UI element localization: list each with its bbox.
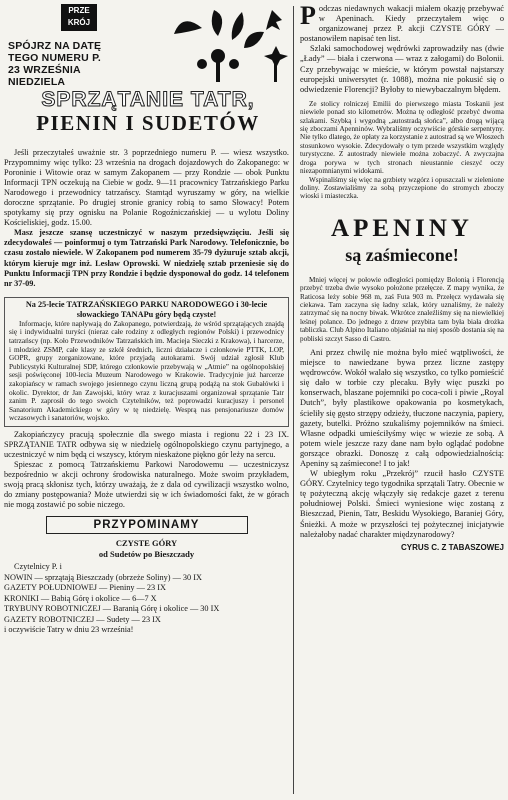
date-kicker: SPÓJRZ NA DATĘ TEGO NUMERU P. 23 WRZEŚNIA NIEDZIELA bbox=[8, 40, 102, 88]
info-box-text: Informacje, które napływają do Zakopanego, potwierdzają, że wśród sprzątających znajdą się i indywidualni turyści (nieraz całe rodziny z odległych regionów Polski) i przewodnicy tatrzańscy (np. Koło Przewodników Tatrzańskich im. Macieja Sieczki z Krakowa), i harcerze, i młodzież ZSMP, całe klasy ze szkół średnich, liczni działacze i członkowie PTTK, LOP, GOPR, grupy zorganizowane, które przyjadą autokarami. Swój udział zgłosił Klub Publicystyki Kulturalnej SDP, którego członkowie przebywają w „Atmie” na ogólnopolskiej sesji poświęconej 100-lecia Muzeum Narodowego w Krakowie. Tradycyjnie już harcerze zakopiańscy w ramach swojego jesiennego czynu liczną grupą podążą na stok Gubałówki i okolic. Dyrektor, dr Jan Zawojski, który wraz z kuracjuszami organizował sprzątanie Tatr zanim P. zaprosił do tego swoich Czytelników, też poprowadzi kuracjuszy i personel Sanatorium Akademickiego w góry w tę niedzielę. Wesprą nas pensjonariusze domów wczasowych i sanatoriów, wojsko. bbox=[9, 319, 284, 423]
edelweiss-icon bbox=[264, 46, 288, 82]
info-box bbox=[4, 297, 289, 427]
left-column bbox=[4, 4, 289, 636]
list-item: TRYBUNY ROBOTNICZEJ — Baranią Górę i okolice — 30 IX bbox=[4, 604, 220, 614]
letter-intro bbox=[300, 1, 504, 44]
right-small-1: Ze stolicy rolniczej Emilii do pierwszego miasta Toskanii jest niewiele ponad sto kilometrów. Można tę odległość przebyć dwoma szlakami. Szybką i wygodną „autostradą słońca”, albo drogą wijącą się zboczami Apenninów. Wybraliśmy oczywiście górskie serpentyny. Nie tylko dlatego, że opłaty za korzystanie z autostrad są we Włoszech stosunkowo wysokie. Zdecydowały o tym przede wszystkim względy turystyczne. Z autostrady niewiele można zobaczyć. A zwyczajna droga porywa w tych stronach nieustannie cieszyć oczy niezapomnianymi widokami. bbox=[300, 99, 504, 176]
column-divider bbox=[293, 6, 294, 794]
right-paragraph-3: Ani przez chwilę nie można było mieć wątpliwości, że miejsce to nawiedzane bywa przez liczne zastępy wędrowców. Wokół walało się wszystko, co tylko pomieścić się dało w torbie czy plecaku. Były więc puszki po konserwach, blaszane pojemniki po coca-coli i piwie „Royal Dutch”, były plastikowe opakowania po kosmetykach, ścieliły się gęsto strzępy odzieży, tłuczone naczynia, papiery, gazety, butelki. Próżno szukaliśmy pojemników na śmieci. Własne odpadki umieściłyśmy więc w wiezie ze sobą. A potem wiele jeszcze razy dane nam było oglądać podobne gorszące obrazki. Donoszę z całą odpowiedzialnością: Apeniny są zaśmiecone! I to jak! bbox=[300, 347, 504, 468]
bird-icon bbox=[266, 10, 282, 30]
info-box-heading: Na 25-lecie TATRZAŃSKIEGO PARKU NARODOWEGO i 30-lecie słowackiego TANAPu góry będą czyste! bbox=[25, 299, 268, 319]
drop-cap: P bbox=[300, 1, 316, 30]
przypominamy-subtitle bbox=[4, 538, 289, 560]
letter-intro-text: odczas niedawnych wakacji miałem okazję przebywać w Apeninach. Kiedy przeczytałem więc o organizowanej przez P. akcji CZYSTE GÓRY — postanowiłem napisać ten list. bbox=[300, 4, 504, 44]
headline-line2: PIENIN I SUDETÓW bbox=[36, 111, 260, 135]
article-header bbox=[4, 4, 289, 135]
przekroj-logo: PRZE KRÓJ bbox=[61, 4, 97, 31]
apeniny-subtitle: są zaśmiecone! bbox=[345, 244, 459, 265]
right-paragraph-2: Szlaki samochodowej wędrówki zaprowadziły nas (dwie „Łady” — biała i czerwona — wraz z załogami) do Bolonii. Czy przebywając w mieście, w którym powstał najstarszy europejski uniwersytet (r. 1088), można nie pokusić się o odwiedzenie Florencji? Byłoby to niewybaczalnym błędem. bbox=[300, 44, 504, 94]
right-small-2: Wspinaliśmy się więc na grzbiety wzgórz i opuszczali w zielenione doliny. Zostawialiśmy za sobą przyczepione do stromych zboczy wioski i miasteczka. bbox=[300, 175, 504, 201]
przypominamy-list bbox=[4, 562, 289, 636]
right-small-3: Mniej więcej w połowie odległości pomiędzy Bolonią i Florencją przebyć trzeba dwie wysoko położone przełęcze. Z mapy wynika, że Raticosa leży sobie 968 m, zaś Futa 903 m. Przełęcz wydawała się ciekawa. Tam zaczyna się ładny szlak, który uznaliśmy, że należy zatrzymać się na nocny biwak. Wkrótce znaleźliśmy się na niewielkiej leśnej polance. Do jednego z drzew przybita tam była biała drożka tabliczka. Club Alpino Italiano objaśniał na niej sposób dostania się na pobliski szczyt Sasso di Castro. bbox=[300, 275, 504, 343]
left-paragraph-2: Masz jeszcze szansę uczestniczyć w naszym przedsięwzięciu. Jeśli się zdecydowałeś — poinformuj o tym Tatrzański Park Narodowy. Telefonicznie, bo czasu zostało niewiele. W Zakopanem pod numerem 35-79 dyżuruje sztab akcji, którym kieruje mgr inż. Lesław Oprowski. W niedzielę sztab przeniesie się do Punktu Informacji TPN przy Rondzie i będzie dysponował do godz. 14 telefonem nr 37-09. bbox=[4, 228, 289, 288]
left-paragraph-4: Spieszac z pomocą Tatrzańskiemu Parkowi Narodowemu — uczestniczysz bezpośrednio w akcji ochrony środowiska naturalnego. Może swoim przykładem, swoją pracą skłonisz tych, którzy uważają, że z dala od cywilizacji wszystko wolno, do zmiany postępowania? Może utwierdzi się w ich świadomości fakt, że w górach nie mogą zostawić po sobie niczego. bbox=[4, 460, 289, 510]
left-paragraph-1: Jeśli przeczytałeś uważnie str. 3 poprzedniego numeru P. — wiesz wszystko. Przypomnimy więc tylko: 23 września na drogach dojazdowych do Zakopanego: w Poroninie i Witowie oraz w samym Zakopanem — przy Rondzie — obok Punktu Informacji TPN oczekują na Ciebie w godz. 9—11 pracownicy Tatrzańskiego Parku Narodowego i przewodnicy tatrzańscy. Stamtąd wyruszamy w góry, na wielkie doroczne sprzątanie. Po drugiej stronie granicy robią to samo Słowacy! Potem spotykamy się przy ognisku na Polanie Rogoźniczańskiej — u wylotu Doliny Kościeliskiej, godz. 15.00. bbox=[4, 148, 289, 228]
list-item: NOWIN — sprzątają Bieszczady (obrzeże Soliny) — 30 IX bbox=[4, 572, 202, 582]
right-column bbox=[300, 1, 504, 552]
headline-line1: SPRZĄTANIE TATR, bbox=[41, 88, 255, 111]
list-item: GAZETY POŁUDNIOWEJ — Pieniny — 23 IX bbox=[4, 583, 166, 593]
right-paragraph-4: W ubiegłym roku „Przekrój” rzucił hasło CZYSTE GÓRY. Czytelnicy tego tygodnika sprzątali Tatry. Obecnie w tę pożyteczną akcję włączyły się redakcje gazet z terenu południowej Polski. Śmieci wyniesione więc zostaną z Bieszczad, Pienin, Tatr, Beskidu Wysokiego, Baraniej Góry, Śnieżki. A może w przyszłości tej pożytecznej inicjatywie należałoby nadać charakter międzynarodowy? bbox=[300, 469, 504, 539]
list-item: Czytelnicy P. i bbox=[14, 562, 62, 572]
przypominamy-title: PRZYPOMINAMY bbox=[46, 516, 248, 534]
przypominamy-sub1: CZYSTE GÓRY bbox=[115, 538, 178, 549]
list-item: GAZETY ROBOTNICZEJ — Sudety — 23 IX bbox=[4, 614, 161, 624]
author-signature: CYRUS C. Z TABASZOWEJ bbox=[401, 542, 504, 552]
apeniny-title: APENINY bbox=[331, 214, 473, 242]
flower-art-icon bbox=[154, 4, 289, 82]
przypominamy-sub2: od Sudetów po Bieszczady bbox=[98, 549, 195, 560]
list-item: KRONIKI — Babią Górę i okolice — 6—7 X bbox=[4, 593, 157, 603]
list-item: i oczywiście Tatry w dniu 23 września! bbox=[4, 625, 134, 635]
left-paragraph-3: Zakopiańczycy pracują społecznie dla swego miasta i regionu 22 i 23 IX. SPRZĄTANIE TATR odbywa się w niedzielę ogólnopolskiego czynu partyjnego, a uczestniczyć w nim będą ci wszyscy, którym nieskażone piękno gór leży na sercu. bbox=[4, 429, 289, 459]
